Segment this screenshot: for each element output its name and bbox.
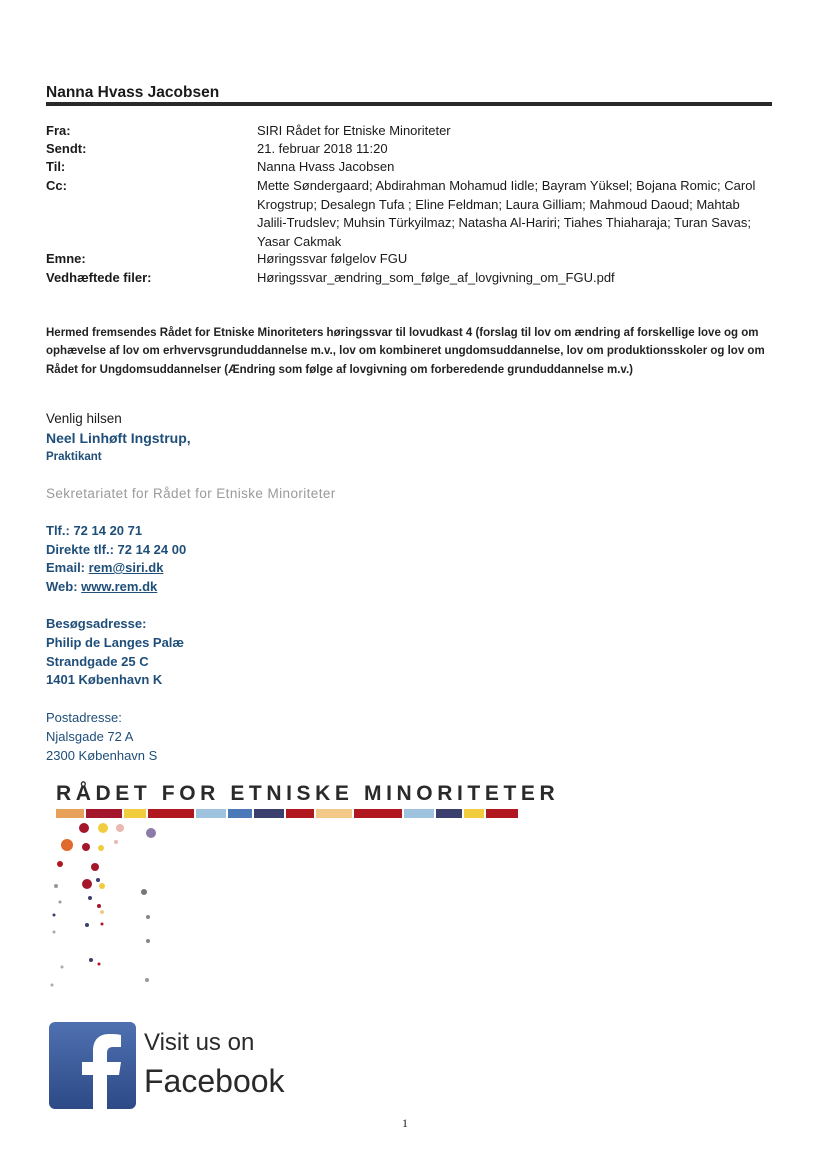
web-line [46,579,157,594]
post-address-line: 2300 København S [46,748,158,763]
visit-address-line: Philip de Langes Palæ [46,635,184,650]
direct-phone-number: 72 14 24 00 [117,542,187,557]
sent-value: 21. februar 2018 11:20 [257,141,388,156]
post-address-line: Njalsgade 72 A [46,729,134,744]
to-value: Nanna Hvass Jacobsen [257,159,395,174]
facebook-visit-text[interactable]: Visit us on [144,1029,255,1056]
greeting: Venlig hilsen [46,411,122,426]
facebook-icon[interactable] [49,1022,136,1109]
logo-dot-pattern [40,818,180,998]
email-label: Email: [46,560,89,575]
from-value: SIRI Rådet for Etniske Minoriteter [257,123,451,138]
direct-phone-line [46,542,186,557]
phone-number: 72 14 20 71 [73,523,143,538]
subject-label: Emne: [46,251,86,266]
email-link[interactable]: rem@siri.dk [88,560,164,575]
cc-label: Cc: [46,178,67,193]
visit-address-line: 1401 København K [46,672,163,687]
org-logo-text: RÅDET FOR ETNISKE MINORITETER [56,782,560,805]
signature-title: Praktikant [46,451,102,463]
page-number: 1 [402,1116,408,1130]
attachments-label: Vedhæftede filer: [46,270,152,285]
header-rule [46,102,772,106]
web-label: Web: [46,579,82,594]
from-label: Fra: [46,123,71,138]
sender-name: Nanna Hvass Jacobsen [46,84,220,101]
to-label: Til: [46,159,66,174]
subject-value: Høringssvar følgelov FGU [257,251,408,266]
direct-phone-label: Direkte tlf.: [46,542,118,557]
email-line [46,560,163,575]
phone-line [46,523,142,538]
visit-address-line: Strandgade 25 C [46,654,149,669]
secretariat-name: Sekretariatet for Rådet for Etniske Minoriteter [46,486,336,501]
web-link[interactable]: www.rem.dk [81,579,158,594]
attachment-file[interactable]: Høringssvar_ændring_som_følge_af_lovgivning_om_FGU.pdf [257,270,615,285]
email-body: Hermed fremsendes Rådet for Etniske Minoriteters høringssvar til lovudkast 4 (forslag til lov om ændring af forskellige love og om ophævelse af lov om erhvervsgrunduddannelse m.v., lov om kombineret ungdomsuddannelse, lov om produktionsskoler og lov om Rådet for Ungdomsuddannelser (Ændring som følge af lovgivning om forberedende grunduddannelse m.v.) [46,327,765,376]
phone-label: Tlf.: [46,523,74,538]
signature-name: Neel Linhøft Ingstrup, [46,430,191,446]
cc-value: Mette Søndergaard; Abdirahman Mohamud Iidle; Bayram Yüksel; Bojana Romic; Carol Krogstrup; Desalegn Tufa ; Eline Feldman; Laura Gilliam; Mahmoud Daoud; Mahtab Jalili-Trudslev; Muhsin Türkyilmaz; Natasha Al-Hariri; Tiahes Thiaharaja; Turan Savas; Yasar Cakmak [257,178,756,249]
logo-color-bar [56,809,518,818]
post-address-heading: Postadresse: [46,710,122,725]
visit-address-heading: Besøgsadresse: [46,616,147,631]
sent-label: Sendt: [46,141,87,156]
facebook-name-text[interactable]: Facebook [144,1063,285,1099]
